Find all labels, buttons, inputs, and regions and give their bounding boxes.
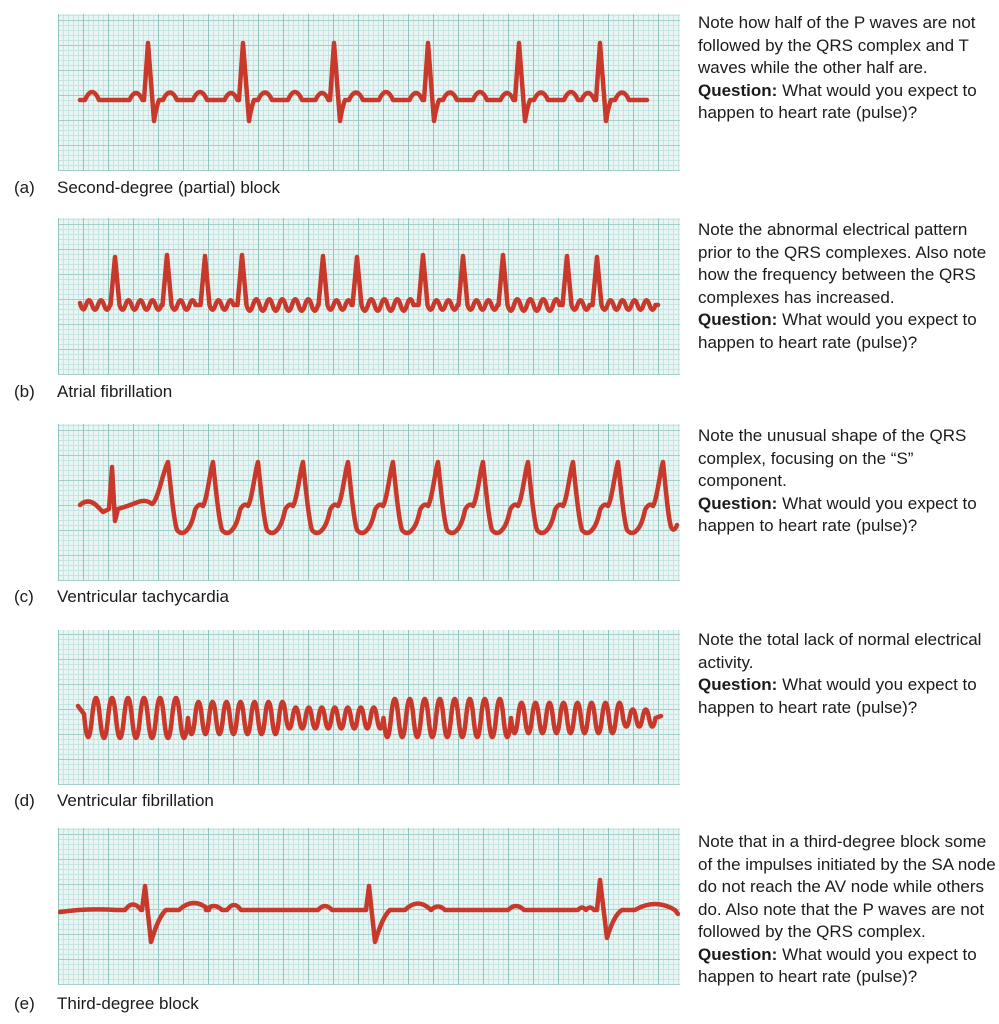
ecg-strip-e <box>58 828 680 985</box>
note-d <box>698 629 999 719</box>
question-text-a: What would you expect to happen to heart rate (pulse)? <box>698 80 977 122</box>
ecg-trace-svg-c <box>58 424 680 581</box>
question-label-c: Question: <box>698 493 778 513</box>
panel-title-a: Second-degree (partial) block <box>57 178 281 197</box>
note-a <box>698 12 999 125</box>
question-text-e: What would you expect to happen to heart rate (pulse)? <box>698 944 977 986</box>
ecg-trace-e <box>60 880 678 942</box>
caption-a <box>14 177 280 199</box>
question-label-d: Question: <box>698 675 778 694</box>
caption-e <box>14 993 199 1015</box>
question-text-d: What would you expect to happen to heart rate (pulse)? <box>698 675 977 717</box>
ecg-trace-svg-d <box>58 630 680 785</box>
note-text-a: Note how half of the P waves are not followed by the QRS complex and T waves while the other half are. <box>698 13 976 77</box>
question-text-c: What would you expect to happen to heart rate (pulse)? <box>698 493 977 535</box>
question-text-b: What would you expect to happen to heart rate (pulse)? <box>698 310 977 352</box>
ecg-trace-a <box>80 43 647 121</box>
note-c <box>698 425 999 538</box>
panel-label-e: (e) <box>14 994 35 1013</box>
ecg-strip-b <box>58 218 680 375</box>
ecg-strip-a <box>58 14 680 171</box>
panel-label-b: (b) <box>14 382 35 401</box>
note-text-b: Note the abnormal electrical pattern prior to the QRS complexes. Also note how the frequency between the QRS complexes has increased. <box>698 220 987 307</box>
ecg-trace-svg-a <box>58 14 680 171</box>
question-label-a: Question: <box>698 80 778 100</box>
caption-d <box>14 790 214 812</box>
note-b <box>698 219 999 354</box>
ecg-trace-b <box>80 255 658 311</box>
caption-c <box>14 586 229 608</box>
ecg-trace-c <box>80 462 677 533</box>
ecg-strip-c <box>58 424 680 581</box>
note-text-e: Note that in a third-degree block some of the impulses initiated by the SA node do not reach the AV node while others do. Also note that the P waves are not followed by the QRS complex. <box>698 832 996 941</box>
ecg-trace-svg-b <box>58 218 680 375</box>
panel-title-e: Third-degree block <box>57 994 199 1013</box>
panel-label-d: (d) <box>14 791 35 810</box>
panel-title-b: Atrial fibrillation <box>57 382 173 401</box>
note-e <box>698 831 999 989</box>
panel-label-a: (a) <box>14 178 35 197</box>
ecg-trace-d <box>78 698 661 738</box>
note-text-d: Note the total lack of normal electrical activity. <box>698 630 982 672</box>
ecg-strip-d <box>58 630 680 785</box>
question-label-b: Question: <box>698 310 778 329</box>
panel-title-c: Ventricular tachycardia <box>57 587 229 606</box>
ecg-trace-svg-e <box>58 828 680 985</box>
question-label-e: Question: <box>698 944 778 964</box>
panel-title-d: Ventricular fibrillation <box>57 791 214 810</box>
note-text-c: Note the unusual shape of the QRS complex, focusing on the “S” component. <box>698 426 967 490</box>
panel-label-c: (c) <box>14 587 34 606</box>
caption-b <box>14 381 172 403</box>
